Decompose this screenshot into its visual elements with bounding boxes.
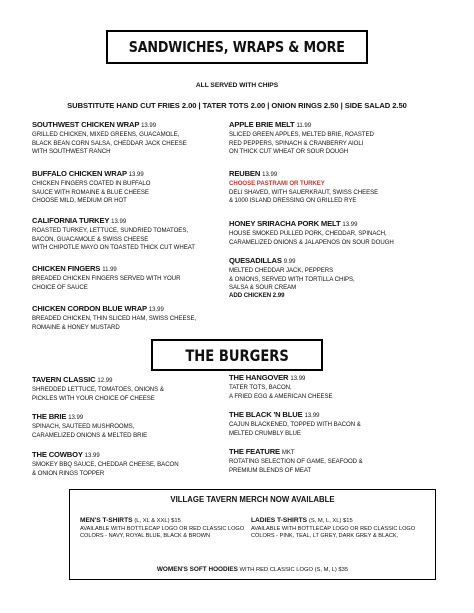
item-name: TAVERN CLASSIC bbox=[32, 375, 96, 384]
menu-item bbox=[32, 375, 262, 403]
hoodies-line bbox=[70, 566, 435, 573]
item-desc-line: BACON, GUACAMOLE & SWISS CHEESE bbox=[32, 235, 149, 243]
item-price: MKT bbox=[281, 450, 295, 456]
item-desc-line: BREADED CHICKEN FINGERS SERVED WITH YOUR bbox=[32, 275, 181, 283]
item-name: CALIFORNIA TURKEY bbox=[32, 216, 110, 225]
item-name: THE BLACK 'N BLUE bbox=[229, 410, 303, 419]
item-name: QUESADILLAS bbox=[229, 256, 282, 265]
item-price: 13.99 bbox=[141, 123, 157, 129]
item-desc-line: & 1000 ISLAND DRESSING ON GRILLED RYE bbox=[229, 196, 357, 204]
item-price: 13.99 bbox=[68, 415, 84, 421]
item-desc-line: ROASTED TURKEY, LETTUCE, SUNDRIED TOMATOES, bbox=[32, 227, 188, 235]
item-name: THE HANGOVER bbox=[229, 373, 289, 382]
merch-desc-line: COLORS - NAVY, ROYAL BLUE, BLACK & BROWN bbox=[80, 533, 211, 540]
menu-item bbox=[32, 450, 262, 478]
merch-desc-line: AVAILABLE WITH BOTTLECAP LOGO OR RED CLASSIC LOGO bbox=[80, 525, 245, 532]
item-option-note: CHOOSE PASTRAMI OR TURKEY bbox=[229, 180, 325, 188]
item-desc-line: HOUSE SMOKED PULLED PORK, CHEDDAR, SPINACH, bbox=[229, 230, 387, 238]
item-desc-line: ROTATING SELECTION OF GAME, SEAFOOD & bbox=[229, 458, 363, 466]
merch-title: VILLAGE TAVERN MERCH NOW AVAILABLE bbox=[170, 495, 335, 504]
item-name: THE BRIE bbox=[32, 412, 67, 421]
item-desc-line: & ONION RINGS TOPPER bbox=[32, 469, 105, 477]
item-desc-line: PREMIUM BLENDS OF MEAT bbox=[229, 466, 312, 474]
item-desc-line: SALSA & SOUR CREAM bbox=[229, 283, 297, 291]
menu-item bbox=[32, 412, 262, 440]
item-desc-line: ON THICK CUT WHEAT OR SOUR DOUGH bbox=[229, 147, 349, 155]
item-desc-line: ROMAINE & HONEY MUSTARD bbox=[32, 323, 120, 331]
burgers-title: THE BURGERS bbox=[185, 345, 289, 365]
item-desc-line: BLACK BEAN CORN SALSA, CHEDDAR JACK CHEESE bbox=[32, 139, 187, 147]
item-desc-line: CHOOSE MILD, MEDIUM OR HOT bbox=[32, 196, 127, 204]
item-desc-line: RED PEPPERS, SPINACH & CRANBERRY AIOLI bbox=[229, 139, 364, 147]
sandwiches-title: SANDWICHES, WRAPS & MORE bbox=[128, 38, 346, 56]
item-desc-line: MELTED CRUMBLY BLUE bbox=[229, 429, 301, 437]
merch-price: (L, XL & XXL) $15 bbox=[134, 518, 181, 524]
menu-item bbox=[229, 120, 459, 156]
merch-box bbox=[69, 489, 436, 580]
menu-item bbox=[229, 447, 459, 475]
item-desc-line: DELI SHAVED, WITH SAUERKRAUT, SWISS CHEESE bbox=[229, 188, 379, 196]
item-desc-line: SHREDDED LETTUCE, TOMATOES, ONIONS & bbox=[32, 386, 164, 394]
item-desc-line: WITH SOUTHWEST RANCH bbox=[32, 147, 111, 155]
item-price: 11.99 bbox=[296, 123, 312, 129]
item-name: APPLE BRIE MELT bbox=[229, 120, 295, 129]
merch-desc-line: AVAILABLE WITH BOTTLECAP LOGO OR RED CLASSIC LOGO bbox=[251, 525, 416, 532]
item-desc-line: SPINACH, SAUTEED MUSHROOMS, bbox=[32, 423, 135, 431]
menu-item bbox=[229, 219, 459, 247]
merch-price: (S, M, L, XL) $15 bbox=[308, 518, 353, 524]
item-price: 13.99 bbox=[304, 413, 320, 419]
hoodie-details: WITH RED CLASSIC LOGO (S, M, L) $35 bbox=[237, 567, 349, 573]
menu-item bbox=[229, 169, 459, 205]
substitute-note: SUBSTITUTE HAND CUT FRIES 2.00 | TATER TOTS 2.00 | ONION RINGS 2.50 | SIDE SALAD 2.50 bbox=[67, 101, 407, 110]
item-addon: ADD CHICKEN 2.99 bbox=[229, 292, 285, 300]
item-desc-line: BREADED CHICKEN, THIN SLICED HAM, SWISS CHEESE, bbox=[32, 315, 197, 323]
menu-item bbox=[32, 216, 262, 252]
item-price: 13.99 bbox=[262, 172, 278, 178]
item-price: 11.99 bbox=[102, 267, 117, 273]
item-desc-line: CHOICE OF SAUCE bbox=[32, 283, 88, 291]
item-desc-line: CHICKEN FINGERS COATED IN BUFFALO bbox=[32, 180, 151, 188]
hoodie-name: WOMEN'S SOFT HOODIES bbox=[156, 566, 238, 573]
mens-shirts bbox=[80, 517, 244, 541]
item-price: 9.99 bbox=[283, 259, 296, 265]
menu-item bbox=[32, 169, 262, 205]
sandwiches-title-box bbox=[106, 30, 368, 64]
menu-item bbox=[32, 264, 262, 292]
item-desc-line: PICKLES WITH YOUR CHOICE OF CHEESE bbox=[32, 394, 155, 402]
item-desc-line: WITH CHIPOTLE MAYO ON TOASTED THICK CUT WHEAT bbox=[32, 243, 195, 251]
item-desc-line: A FRIED EGG & AMERICAN CHEESE bbox=[229, 392, 333, 400]
item-name: THE COWBOY bbox=[32, 450, 83, 459]
item-desc-line: & ONIONS, SERVED WITH TORTILLA CHIPS, bbox=[229, 275, 355, 283]
merch-name: MEN'S T-SHIRTS bbox=[80, 517, 133, 524]
menu-item bbox=[229, 256, 459, 300]
ladies-shirts bbox=[251, 517, 415, 541]
item-desc-line: SAUCE WITH ROMAINE & BLUE CHEESE bbox=[32, 188, 149, 196]
item-price: 13.99 bbox=[290, 376, 306, 382]
menu-item bbox=[32, 304, 262, 332]
item-price: 12.99 bbox=[97, 378, 113, 384]
item-name: BUFFALO CHICKEN WRAP bbox=[32, 169, 127, 178]
item-desc-line: CARAMELIZED ONIONS & MELTED BRIE bbox=[32, 431, 148, 439]
item-desc-line: TATER TOTS, BACON, bbox=[229, 384, 292, 392]
item-desc-line: SLICED GREEN APPLES, MELTED BRIE, ROASTED bbox=[229, 131, 374, 139]
item-price: 13.99 bbox=[128, 172, 144, 178]
item-desc-line: MELTED CHEDDAR JACK, PEPPERS bbox=[229, 267, 334, 275]
item-name: THE FEATURE bbox=[229, 447, 280, 456]
item-desc-line: SMOKEY BBQ SAUCE, CHEDDAR CHEESE, BACON bbox=[32, 461, 179, 469]
item-name: CHICKEN CORDON BLUE WRAP bbox=[32, 304, 147, 313]
item-price: 13.99 bbox=[84, 453, 100, 459]
item-name: SOUTHWEST CHICKEN WRAP bbox=[32, 120, 140, 129]
item-desc-line: CARAMELIZED ONIONS & JALAPENOS ON SOUR DOUGH bbox=[229, 238, 394, 246]
menu-item bbox=[229, 410, 459, 438]
all-served-note: ALL SERVED WITH CHIPS bbox=[195, 82, 279, 89]
item-price: 13.99 bbox=[148, 307, 164, 313]
burgers-title-box bbox=[151, 339, 323, 371]
item-price: 13.99 bbox=[111, 219, 127, 225]
item-name: REUBEN bbox=[229, 169, 261, 178]
item-desc-line: GRILLED CHICKEN, MIXED GREENS, GUACAMOLE, bbox=[32, 131, 180, 139]
item-desc-line: CAJUN BLACKENED, TOPPED WITH BACON & bbox=[229, 421, 361, 429]
menu-item bbox=[229, 373, 459, 401]
item-name: HONEY SRIRACHA PORK MELT bbox=[229, 219, 341, 228]
menu-item bbox=[32, 120, 262, 156]
item-name: CHICKEN FINGERS bbox=[32, 264, 101, 273]
merch-name: LADIES T-SHIRTS bbox=[251, 517, 308, 524]
item-price: 13.99 bbox=[342, 222, 358, 228]
merch-desc-line: COLORS - PINK, TEAL, LT GREY, DARK GREY & BLACK, bbox=[251, 533, 399, 540]
